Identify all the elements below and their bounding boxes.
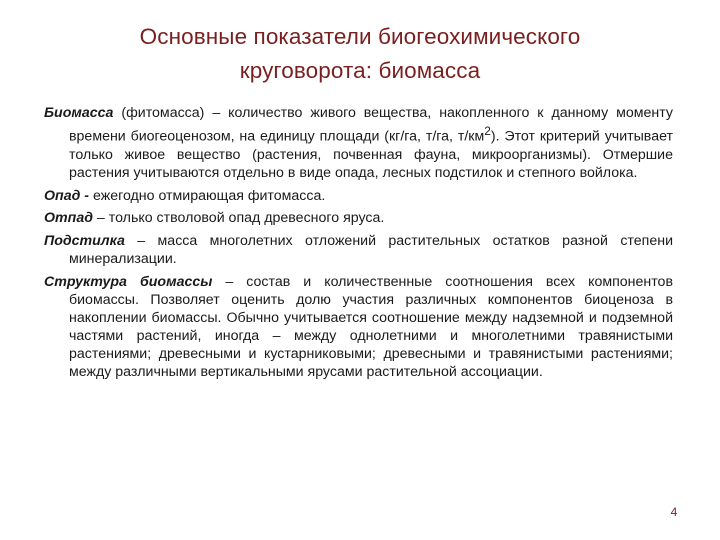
- definition-litterfall: ежегодно отмирающая фитомасса.: [89, 187, 326, 204]
- term-forest-floor: Подстилка: [44, 233, 125, 250]
- term-biomass: Биомасса: [44, 105, 114, 121]
- paragraph-biomass-structure: [44, 273, 673, 381]
- term-deadwood: Отпад: [44, 210, 93, 227]
- title-line-1: Основные показатели биогеохимического: [139, 24, 581, 49]
- definition-biomass-part2: ). Этот критерий учитывает только живое вещество (растения, почвенная фауна, микроорганизмы). Отмершие растения учитываются отдельно в виде опада, лесных подстилок и степного войлока.: [69, 128, 673, 181]
- paragraph-biomass: [44, 104, 673, 182]
- page-number: 4: [670, 505, 678, 519]
- paragraph-deadwood: [44, 209, 673, 227]
- definition-biomass-structure: – состав и количественные соотношения всех компонентов биомассы. Позволяет оценить долю участия различных компонентов биоценоза в накоплении биомассы. Обычно учитывается соотношение между надземной и подземной частями растений, иногда – между однолетними и многолетними травянистыми растениями; древесными и кустарниковыми; древесными и травянистыми растениями; между различными вертикальными ярусами растительной ассоциации.: [69, 273, 673, 380]
- term-litterfall: Опад -: [44, 187, 90, 204]
- slide-body: [44, 104, 673, 386]
- definition-deadwood: – только стволовой опад древесного яруса.: [92, 210, 385, 227]
- title-line-2: круговорота: биомасса: [239, 58, 481, 83]
- term-biomass-structure: Структура биомассы: [44, 273, 213, 290]
- paragraph-forest-floor: [44, 232, 673, 268]
- slide-title: [60, 20, 660, 88]
- definition-forest-floor: – масса многолетних отложений растительных остатков разной степени минерализации.: [69, 233, 673, 268]
- definition-biomass-part1: (фитомасса) – количество живого вещества, накопленного к данному моменту времени биогеоценозом, на единицу площади (кг/га, т/га, т/км: [69, 105, 673, 145]
- superscript-2: 2: [484, 124, 491, 138]
- paragraph-litterfall: [44, 187, 673, 205]
